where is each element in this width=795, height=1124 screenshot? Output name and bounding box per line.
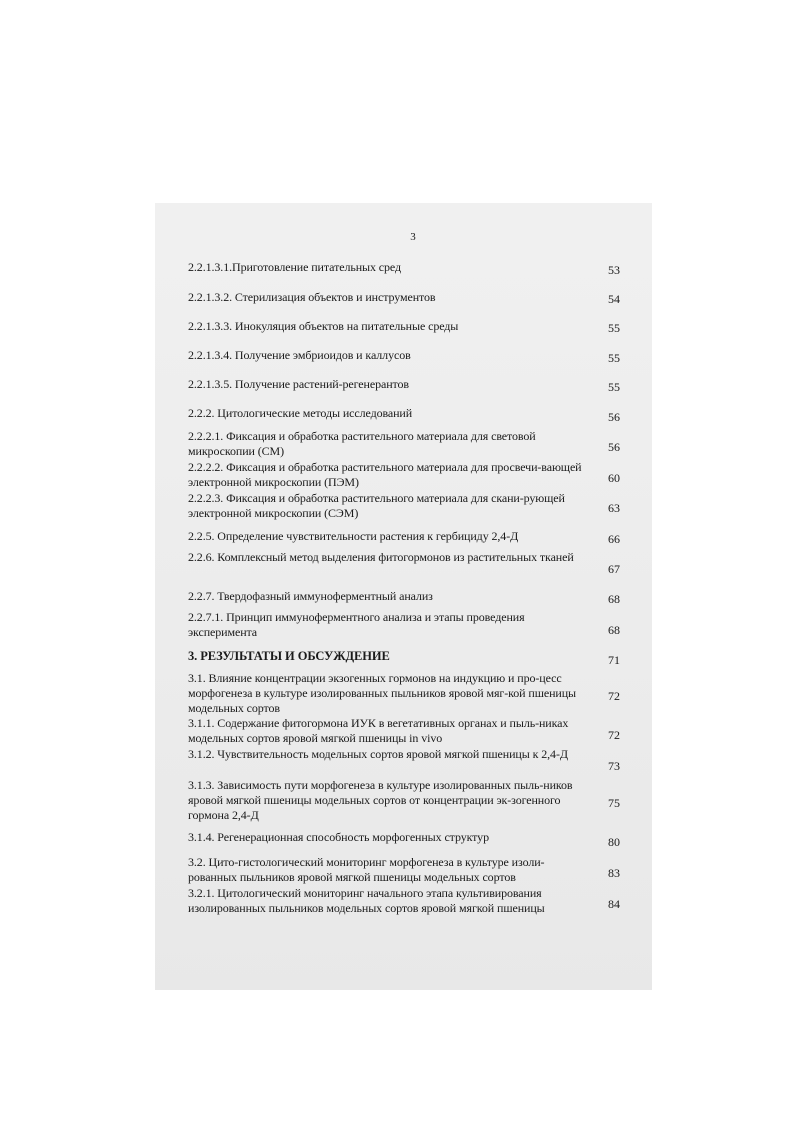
toc-entry-page: 55 xyxy=(608,351,620,365)
toc-entry-title: 3.2.1. Цитологический мониторинг начального этапа культивирования изолированных пыльников модельных сортов яровой мягкой пшеницы xyxy=(188,886,545,916)
toc-entry-page: 56 xyxy=(608,440,620,454)
toc-entry-page: 63 xyxy=(608,501,620,515)
toc-entry-page: 72 xyxy=(608,728,620,742)
toc-entry-title: 2.2.1.3.5. Получение растений-регенерантов xyxy=(188,377,409,391)
toc-entry-title: 3.1.1. Содержание фитогормона ИУК в вегетативных органах и пыль-никах модельных сортов яровой мягкой пшеницы in vivo xyxy=(188,716,569,746)
toc-entry-page: 75 xyxy=(608,796,620,810)
toc-entry-title: 3. РЕЗУЛЬТАТЫ И ОБСУЖДЕНИЕ xyxy=(188,649,390,663)
toc-entry-page: 84 xyxy=(608,897,620,911)
toc-entry-page: 71 xyxy=(608,653,620,667)
toc-entry-title: 2.2.6. Комплексный метод выделения фитогормонов из растительных тканей xyxy=(188,550,574,564)
toc-entry-page: 68 xyxy=(608,623,620,637)
toc-entry-page: 66 xyxy=(608,532,620,546)
toc-entry-page: 67 xyxy=(608,562,620,576)
toc-entry-title: 3.1.4. Регенерационная способность морфогенных структур xyxy=(188,830,489,844)
toc-entry-title: 2.2.2.2. Фиксация и обработка растительного материала для просвечи-вающей электронной микроскопии (ПЭМ) xyxy=(188,460,582,490)
toc-entry-page: 60 xyxy=(608,471,620,485)
toc-entry-page: 83 xyxy=(608,866,620,880)
toc-entry-page: 73 xyxy=(608,759,620,773)
toc-entry-title: 3.1.2. Чувствительность модельных сортов яровой мягкой пшеницы к 2,4-Д xyxy=(188,747,568,761)
toc-entry-page: 55 xyxy=(608,380,620,394)
toc-entry-title: 2.2.7. Твердофазный иммуноферментный анализ xyxy=(188,589,433,603)
toc-entry-page: 55 xyxy=(608,321,620,335)
toc-entry-title: 2.2.7.1. Принцип иммуноферментного анализа и этапы проведения эксперимента xyxy=(188,610,525,640)
toc-entry-title: 2.2.2.1. Фиксация и обработка растительного материала для световой микроскопии (СМ) xyxy=(188,429,536,459)
toc-entry-title: 2.2.2. Цитологические методы исследований xyxy=(188,406,413,420)
toc-entry-page: 56 xyxy=(608,410,620,424)
page-number: 3 xyxy=(410,231,416,243)
toc-entry-title: 2.2.1.3.1.Приготовление питательных сред xyxy=(188,260,401,274)
toc-entry-page: 68 xyxy=(608,592,620,606)
toc-entry-page: 53 xyxy=(608,263,620,277)
toc-entry-title: 3.1.3. Зависимость пути морфогенеза в культуре изолированных пыль-ников яровой мягкой пшеницы модельных сортов от концентрации эк-зогенного гормона 2,4-Д xyxy=(188,778,573,823)
toc-entry-title: 2.2.1.3.3. Инокуляция объектов на питательные среды xyxy=(188,319,459,333)
toc-entry-page: 72 xyxy=(608,689,620,703)
toc-entry-title: 3.1. Влияние концентрации экзогенных гормонов на индукцию и про-цесс морфогенеза в культуре изолированных пыльников яровой мяг-кой пшеницы модельных сортов xyxy=(188,671,577,716)
toc-entry-title: 2.2.1.3.2. Стерилизация объектов и инструментов xyxy=(188,290,436,304)
toc-entry-page: 54 xyxy=(608,292,620,306)
toc-entry-title: 2.2.2.3. Фиксация и обработка растительного материала для скани-рующей электронной микроскопии (СЭМ) xyxy=(188,491,565,521)
toc-entry-title: 3.2. Цито-гистологический мониторинг морфогенеза в культуре изоли-рованных пыльников яровой мягкой пшеницы модельных сортов xyxy=(188,855,545,885)
toc-entry-title: 2.2.1.3.4. Получение эмбриоидов и каллусов xyxy=(188,348,411,362)
toc-entry-page: 80 xyxy=(608,835,620,849)
toc-entry-title: 2.2.5. Определение чувствительности растения к гербициду 2,4-Д xyxy=(188,529,519,543)
